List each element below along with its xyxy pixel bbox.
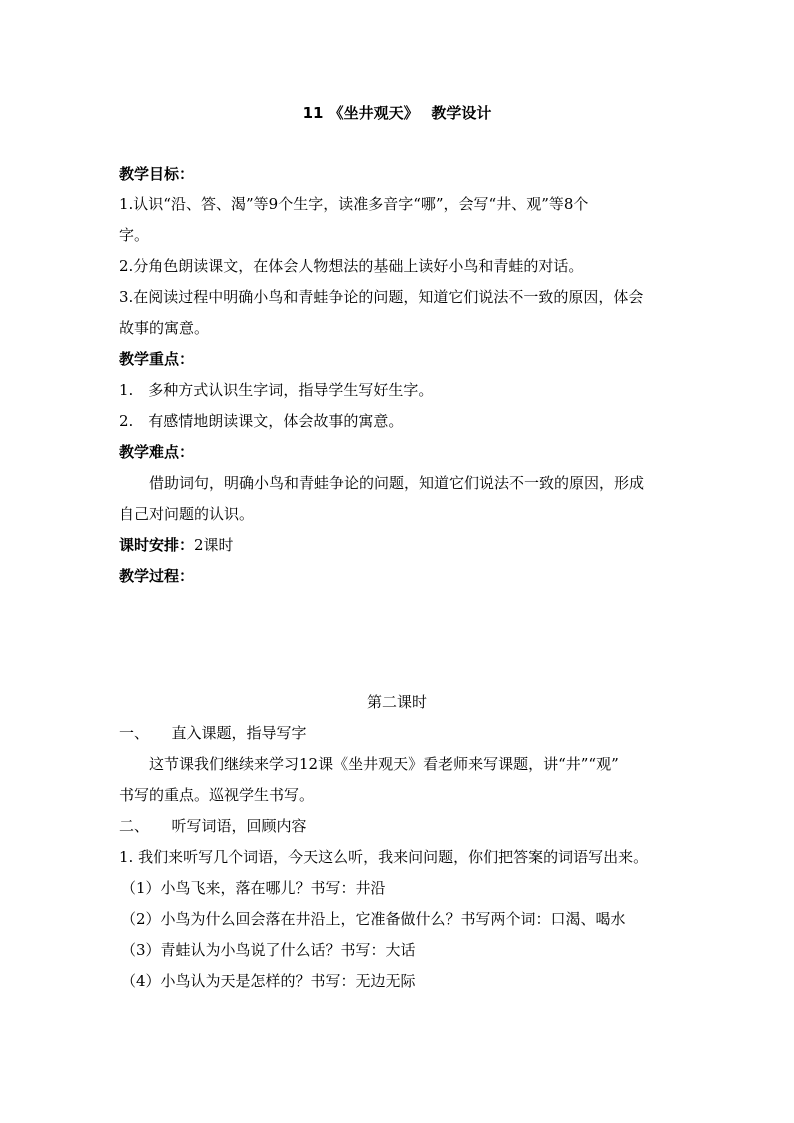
question-1: （1）小鸟飞来，落在哪儿？书写：井沿	[121, 879, 386, 897]
schedule	[119, 534, 689, 556]
difficulties-heading: 教学难点：	[119, 443, 195, 461]
goal-1-line-1: 1.认识“沿、答、渴”等9个生字，读准多音字“哪”，会写“井、观”等8个	[119, 195, 589, 213]
section-1-heading: 一、 直入课题，指导写字	[119, 724, 307, 742]
schedule-value: 2课时	[194, 536, 234, 554]
goal-3-line-1: 3.在阅读过程中明确小鸟和青蛙争论的问题，知道它们说法不一致的原因，体会	[119, 288, 644, 306]
process-heading: 教学过程：	[119, 567, 195, 585]
key-point-2: 2. 有感情地朗读课文，体会故事的寓意。	[119, 412, 404, 430]
question-2: （2）小鸟为什么回会落在井沿上，它准备做什么？书写两个词：口渴、喝水	[121, 910, 626, 928]
section-2-heading: 二、 听写词语，回顾内容	[119, 817, 307, 835]
schedule-heading: 课时安排：	[119, 536, 195, 554]
lesson-2-title: 第二课时	[366, 693, 427, 711]
goals-heading: 教学目标：	[119, 165, 195, 183]
section-1-paragraph-line-1: 这节课我们继续来学习12课《坐井观天》看老师来写课题，讲“井”“观”	[149, 755, 619, 773]
document-title: 11 《坐井观天》 教学设计	[302, 104, 492, 122]
key-point-1: 1. 多种方式认识生字词，指导学生写好生字。	[119, 381, 434, 399]
goal-1-line-2: 字。	[119, 226, 150, 244]
question-3: （3）青蛙认为小鸟说了什么话？书写：大话	[121, 941, 416, 959]
key-points-heading: 教学重点：	[119, 350, 195, 368]
question-4: （4）小鸟认为天是怎样的？书写：无边无际	[121, 972, 416, 990]
goal-3-line-2: 故事的寓意。	[119, 319, 210, 337]
goal-2: 2.分角色朗读课文，在体会人物想法的基础上读好小鸟和青蛙的对话。	[119, 257, 584, 275]
section-1-paragraph-line-2: 书写的重点。巡视学生书写。	[119, 786, 315, 804]
difficulty-line-1: 借助词句，明确小鸟和青蛙争论的问题，知道它们说法不一致的原因，形成	[149, 474, 645, 492]
difficulty-line-2: 自己对问题的认识。	[119, 505, 255, 523]
section-2-intro: 1. 我们来听写几个词语，今天这么听，我来问问题，你们把答案的词语写出来。	[119, 848, 649, 866]
